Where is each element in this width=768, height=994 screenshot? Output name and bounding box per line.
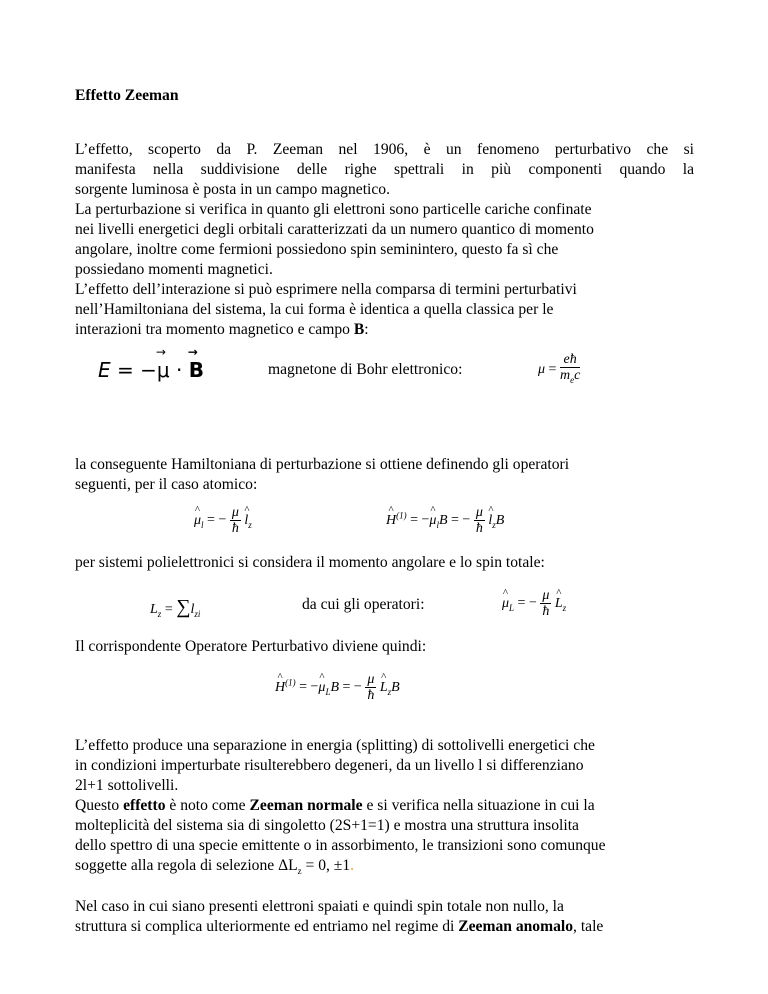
body-text-line: La perturbazione si verifica in quanto gli elettroni sono particelle cariche confinate [75, 201, 592, 218]
energy-equation: E = −→ μ · → B [98, 358, 204, 382]
body-text-line: sorgente luminosa è posta in un campo magnetico. [75, 181, 390, 198]
body-text-line: Questo effetto è noto come Zeeman normale e si verifica nella situazione in cui la [75, 797, 595, 814]
perturbation-hamiltonian-total: ^ $H^{(1)}$ = −^ $\mu_LB$ = − $\frac{\mu}{ħ}$ ^ $L_zB$ [275, 672, 400, 703]
body-text-line: Nel caso in cui siano presenti elettroni spaiati e quindi spin totale non nullo, la [75, 898, 564, 915]
body-text-line: Il corrispondente Operatore Perturbativo diviene quindi: [75, 638, 427, 655]
bohr-magneton-label: magnetone di Bohr elettronico: [268, 361, 463, 378]
operators-label: da cui gli operatori: [302, 596, 425, 613]
body-text-line: manifesta nella suddivisione delle righe spettrali in più componenti quando la [75, 161, 694, 178]
body-text-line: 2l+1 sottolivelli. [75, 777, 179, 794]
body-text-line: seguenti, per il caso atomico: [75, 476, 258, 493]
body-text-line: L’effetto produce una separazione in energia (splitting) di sottolivelli energetici che [75, 737, 595, 754]
total-angular-momentum-formula: $L_z = \sum l_{zi}$ [150, 596, 201, 619]
body-text-line: molteplicità del sistema sia di singoletto (2S+1=1) e mostra una struttura insolita [75, 817, 579, 834]
body-text-line: per sistemi polielettronici si considera il momento angolare e lo spin totale: [75, 554, 545, 571]
body-text-line: nell’Hamiltoniana del sistema, la cui forma è identica a quella classica per le [75, 301, 554, 318]
body-text-line: interazioni tra momento magnetico e campo B: [75, 321, 369, 338]
body-text-line: angolare, inoltre come fermioni possiedono spin seminintero, questo fa sì che [75, 241, 559, 258]
perturbation-hamiltonian-atomic: ^ $H^{(1)}$ = −^ $\mu_lB$ = − $\frac{\mu}{ħ}$ ^ $l_zB$ [386, 505, 504, 536]
body-text-line: L’effetto, scoperto da P. Zeeman nel 1906, è un fenomeno perturbativo che si [75, 141, 694, 158]
body-text-line: possiedano momenti magnetici. [75, 261, 273, 278]
body-text-line: L’effetto dell’interazione si può esprimere nella comparsa di termini perturbativi [75, 281, 577, 298]
bohr-magneton-formula: μ = $\frac{eħ}{m_ec}$ [538, 352, 581, 385]
document-title: Effetto Zeeman [75, 87, 179, 104]
body-text-line: in condizioni imperturbate risulterebbero degeneri, da un livello l si differenziano [75, 757, 584, 774]
body-text-line: soggette alla regola di selezione $\Delta L_z = 0$, ±1. [75, 857, 355, 877]
body-text-line: nei livelli energetici degli orbitali caratterizzati da un numero quantico di momento [75, 221, 594, 238]
magnetic-moment-operator: ^ $\mu_l$ = − $\frac{\mu}{ħ}$ ^ $l_z$ [194, 505, 252, 536]
total-magnetic-moment-operator: ^ $\mu_L$ = − $\frac{\mu}{ħ}$ ^ $L_z$ [502, 588, 566, 619]
body-text-line: dello spettro di una specie emittente o in assorbimento, le transizioni sono comunque [75, 837, 606, 854]
body-text-line: struttura si complica ulteriormente ed entriamo nel regime di Zeeman anomalo, tale [75, 918, 604, 935]
body-text-line: la conseguente Hamiltoniana di perturbazione si ottiene definendo gli operatori [75, 456, 570, 473]
